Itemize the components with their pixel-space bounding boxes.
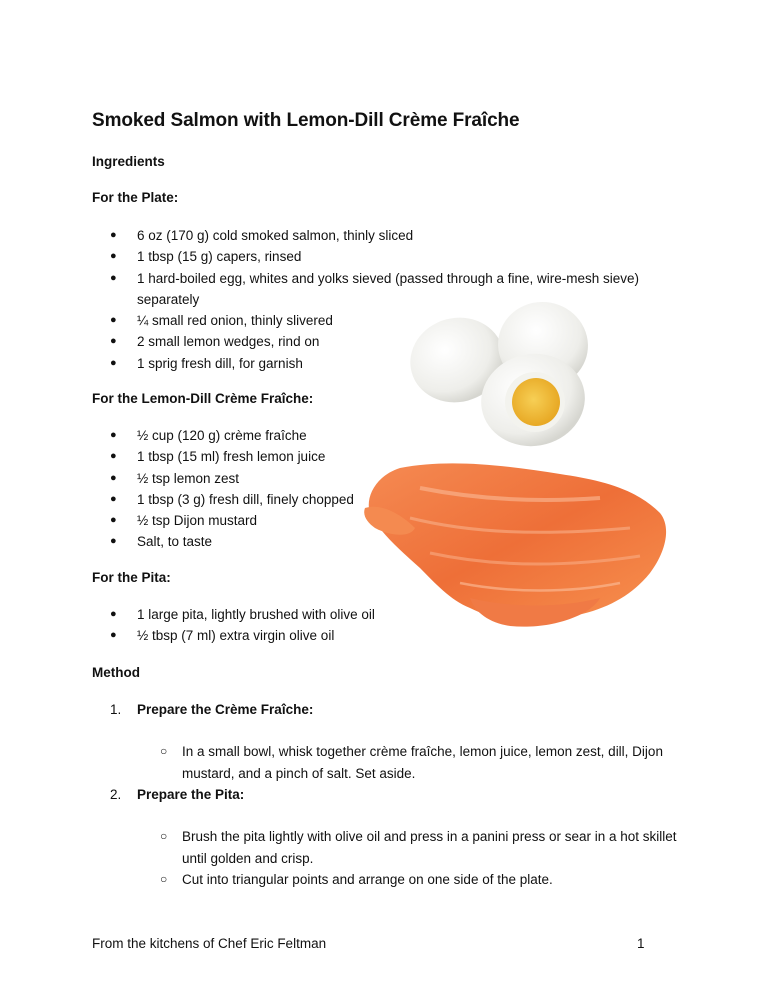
list-item: ● ¼ small red onion, thinly slivered [110, 310, 670, 331]
list-item: ● 1 sprig fresh dill, for garnish [110, 353, 670, 374]
salmon-slice-main [369, 463, 666, 621]
list-item: ● 1 hard-boiled egg, whites and yolks sieved (passed through a fine, wire-mesh sieve) separately [110, 268, 670, 311]
step-2-substeps [160, 826, 680, 891]
step-number: 1. [110, 702, 122, 717]
step-title: Prepare the Pita: [137, 787, 245, 802]
step-title: Prepare the Crème Fraîche: [137, 702, 314, 717]
method-step-1 [110, 702, 313, 717]
list-item: ● 1 tbsp (3 g) fresh dill, finely chopped [110, 489, 410, 510]
pita-heading: For the Pita: [92, 570, 171, 585]
list-item: ● 6 oz (170 g) cold smoked salmon, thinly sliced [110, 225, 670, 246]
list-item: ● ½ cup (120 g) crème fraîche [110, 425, 410, 446]
list-item: ○ Brush the pita lightly with olive oil and press in a panini press or sear in a hot skillet until golden and crisp. [160, 826, 680, 869]
recipe-title: Smoked Salmon with Lemon-Dill Crème Fraîche [92, 110, 520, 131]
plate-heading: For the Plate: [92, 190, 179, 205]
list-item: ● ½ tsp Dijon mustard [110, 510, 410, 531]
list-item: ● ½ tsp lemon zest [110, 468, 410, 489]
page-number: 1 [637, 936, 645, 951]
list-item: ● ½ tbsp (7 ml) extra virgin olive oil [110, 625, 430, 646]
method-step-2 [110, 787, 244, 802]
ingredients-heading: Ingredients [92, 154, 165, 169]
method-heading: Method [92, 665, 140, 680]
creme-heading: For the Lemon-Dill Crème Fraîche: [92, 391, 314, 406]
egg-yolk [512, 378, 560, 426]
list-item: ● 2 small lemon wedges, rind on [110, 331, 670, 352]
list-item: ● 1 tbsp (15 ml) fresh lemon juice [110, 446, 410, 467]
step-1-substeps [160, 741, 680, 784]
hard-boiled-eggs-image [405, 298, 595, 448]
list-item: ● Salt, to taste [110, 531, 410, 552]
list-item: ● 1 large pita, lightly brushed with olive oil [110, 604, 430, 625]
step-number: 2. [110, 787, 122, 802]
smoked-salmon-image [360, 458, 672, 630]
list-item: ● 1 tbsp (15 g) capers, rinsed [110, 246, 670, 267]
list-item: ○ In a small bowl, whisk together crème fraîche, lemon juice, lemon zest, dill, Dijon mustard, and a pinch of salt. Set aside. [160, 741, 680, 784]
footer-credit: From the kitchens of Chef Eric Feltman [92, 936, 327, 951]
list-item: ○ Cut into triangular points and arrange on one side of the plate. [160, 869, 680, 891]
